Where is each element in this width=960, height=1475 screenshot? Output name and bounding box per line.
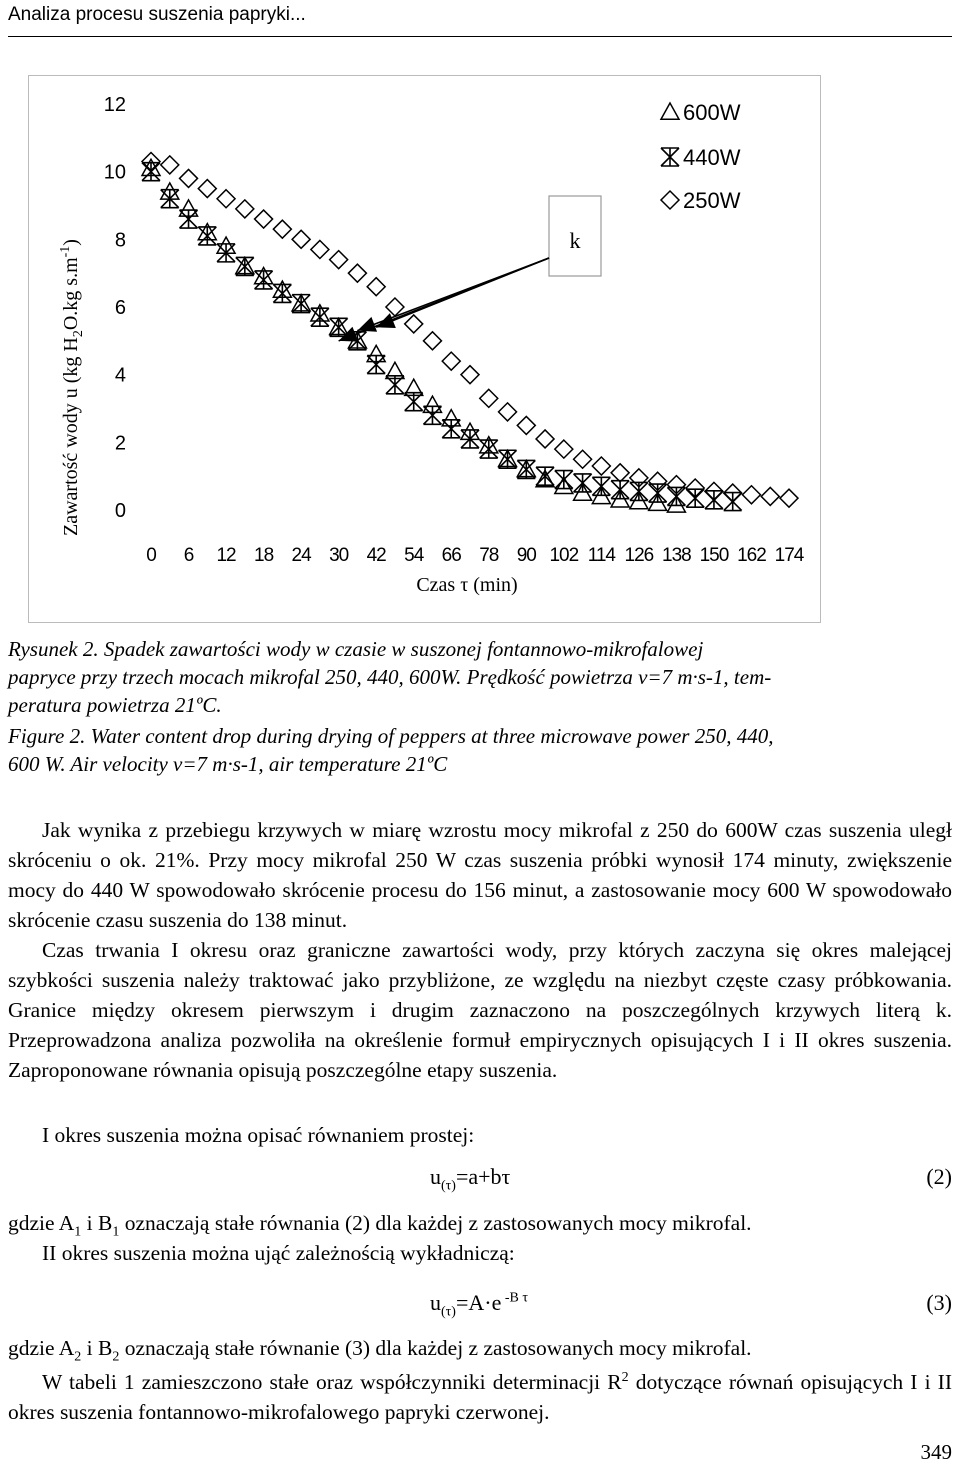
data-point-440W bbox=[649, 484, 667, 502]
equation-3-formula: $u_{(\tau)}=A\cdot e$ $^{-B \tau}$ bbox=[430, 1290, 528, 1320]
running-header bbox=[8, 0, 952, 37]
page-number: 349 bbox=[920, 1440, 952, 1464]
data-point-250W bbox=[461, 366, 479, 384]
data-point-250W bbox=[255, 210, 273, 228]
caption-pl-line: Rysunek 2. Spadek zawartości wody w czasie w suszonej fontannowo-mikrofalowej bbox=[8, 637, 704, 661]
data-point-440W bbox=[442, 420, 460, 438]
data-point-250W bbox=[480, 389, 498, 407]
data-point-440W bbox=[405, 393, 423, 411]
x-tick-label: 0 bbox=[146, 545, 156, 566]
data-point-250W bbox=[348, 264, 366, 282]
data-point-250W bbox=[574, 450, 592, 468]
k-arrow-head bbox=[357, 317, 377, 332]
data-point-250W bbox=[161, 156, 179, 174]
equation-3 bbox=[8, 1290, 952, 1322]
data-point-440W bbox=[686, 489, 704, 507]
data-point-440W bbox=[517, 460, 535, 478]
y-axis-label: Zawartość wody u (kg $H_2O.kg$ $s.m^{-1}$) bbox=[58, 239, 86, 536]
data-point-440W bbox=[630, 482, 648, 500]
legend-label: 440W bbox=[683, 145, 741, 170]
data-point-250W bbox=[367, 278, 385, 296]
x-tick-label: 90 bbox=[516, 545, 536, 566]
y-tick-label: 12 bbox=[103, 94, 126, 116]
data-point-250W bbox=[442, 352, 460, 370]
y-tick-label: 8 bbox=[114, 229, 126, 252]
data-point-440W bbox=[555, 471, 573, 489]
data-point-440W bbox=[611, 481, 629, 499]
y-tick-label: 10 bbox=[103, 161, 126, 184]
chart bbox=[29, 76, 820, 622]
data-point-440W bbox=[423, 406, 441, 424]
k-annotation-label: k bbox=[569, 228, 581, 253]
caption-en-line: 600 W. Air velocity v=7 m·s-1, air temperature 21ºC bbox=[8, 752, 448, 776]
data-point-250W bbox=[517, 416, 535, 434]
data-point-250W bbox=[592, 457, 610, 475]
x-tick-label: 138 bbox=[662, 545, 691, 566]
data-point-440W bbox=[667, 487, 685, 505]
equation-2-formula: $u_{(\tau)}=a+b\tau$ bbox=[430, 1164, 511, 1194]
data-point-440W bbox=[180, 210, 198, 228]
data-point-250W bbox=[180, 169, 198, 187]
k-arrow-line bbox=[376, 258, 549, 327]
data-point-250W bbox=[742, 486, 760, 504]
x-tick-label: 18 bbox=[254, 545, 274, 566]
caption-en-line: Figure 2. Water content drop during drying of peppers at three microwave power 250, 440, bbox=[8, 724, 774, 748]
caption-en bbox=[8, 722, 952, 778]
legend-marker-250W bbox=[661, 191, 679, 209]
data-point-440W bbox=[574, 474, 592, 492]
y-tick-label: 4 bbox=[114, 364, 126, 387]
x-tick-label: 66 bbox=[441, 545, 461, 566]
data-point-440W bbox=[236, 257, 254, 275]
x-tick-label: 24 bbox=[291, 545, 311, 566]
data-point-250W bbox=[217, 190, 235, 208]
x-tick-label: 126 bbox=[624, 545, 654, 566]
data-point-250W bbox=[311, 240, 329, 258]
x-tick-label: 162 bbox=[737, 545, 766, 566]
legend-label: 250W bbox=[683, 188, 741, 213]
data-point-250W bbox=[780, 489, 798, 507]
x-axis-label: Czas τ (min) bbox=[416, 574, 518, 596]
y-tick-label: 2 bbox=[114, 432, 126, 455]
x-tick-label: 30 bbox=[329, 545, 349, 566]
paragraph-1: Jak wynika z przebiegu krzywych w miarę wzrostu mocy mikrofal z 250 do 600W czas suszenia uległ skróceniu o ok. 21%. Przy mocy mikrofal 250 W czas suszenia próbki wynosił 174 minuty, zwiększenie mocy do 440 W spowodowało skrócenie procesu do 156 minut, a zastosowanie mocy 600 W spowodowało skrócenie czasu suszenia do 138 minut. bbox=[8, 818, 952, 932]
data-point-440W bbox=[330, 318, 348, 336]
x-tick-label: 174 bbox=[774, 545, 804, 566]
legend-marker-440W bbox=[661, 148, 679, 166]
data-point-440W bbox=[536, 467, 554, 485]
legend-marker-600W bbox=[661, 103, 679, 119]
data-point-250W bbox=[761, 487, 779, 505]
paragraph-5: II okres suszenia można ująć zależnością wykładniczą: bbox=[42, 1241, 515, 1265]
paragraph-3: I okres suszenia można opisać równaniem prostej: bbox=[42, 1123, 475, 1147]
data-point-440W bbox=[367, 356, 385, 374]
x-tick-label: 42 bbox=[366, 545, 386, 566]
equation-3-number: (3) bbox=[926, 1290, 952, 1315]
paragraph-2: Czas trwania I okresu oraz graniczne zawartości wody, przy których zaczyna się okres malejącej szybkości suszenia należy traktować jako przybliżone, ze względu na niezbyt częste czasy próbkowania. Granice między okresem pierwszym i drugim zaznaczono na poszczególnych krzywych literą k. Przeprowadzona analiza pozwoliła na określenie formuł empirycznych opisujących I i II okres suszenia. Zaproponowane równania opisują poszczególne etapy suszenia. bbox=[8, 938, 952, 1082]
data-point-440W bbox=[386, 376, 404, 394]
caption-pl bbox=[8, 635, 952, 719]
x-tick-label: 114 bbox=[587, 545, 616, 566]
paragraph-4: gdzie $A_1$ i $B_1$ oznaczają stałe równania (2) dla każdej z zastosowanych mocy mikrofal. bbox=[8, 1211, 752, 1240]
x-tick-label: 54 bbox=[404, 545, 424, 566]
paragraph-7: W tabeli 1 zamieszczono stałe oraz współczynniki determinacji $R^2$ dotyczące równań opisujących I i II okres suszenia fontannowo-mikrofalowego papryki czerwonej. bbox=[8, 1370, 953, 1425]
x-tick-label: 150 bbox=[699, 545, 729, 566]
data-point-440W bbox=[499, 450, 517, 468]
equation-2 bbox=[8, 1164, 952, 1196]
data-point-250W bbox=[330, 251, 348, 269]
data-point-250W bbox=[405, 315, 423, 333]
y-tick-label: 0 bbox=[114, 500, 126, 522]
data-point-250W bbox=[499, 403, 517, 421]
x-tick-label: 12 bbox=[216, 545, 236, 566]
data-point-440W bbox=[592, 477, 610, 495]
data-point-250W bbox=[536, 430, 554, 448]
x-tick-label: 6 bbox=[183, 545, 194, 566]
figure bbox=[28, 75, 821, 623]
y-tick-label: 6 bbox=[114, 297, 126, 319]
data-point-250W bbox=[198, 180, 216, 198]
x-tick-label: 102 bbox=[549, 545, 579, 566]
data-point-250W bbox=[273, 220, 291, 238]
legend-label: 600W bbox=[683, 100, 741, 125]
data-point-250W bbox=[236, 200, 254, 218]
data-point-440W bbox=[292, 295, 310, 313]
data-point-250W bbox=[611, 464, 629, 482]
data-point-250W bbox=[555, 440, 573, 458]
data-point-250W bbox=[423, 332, 441, 350]
running-header-title: Analiza procesu suszenia papryki... bbox=[8, 4, 306, 25]
paragraph-6: gdzie $A_2$ i $B_2$ oznaczają stałe równanie (3) dla każdej z zastosowanych mocy mikrofal. bbox=[8, 1336, 752, 1365]
data-point-250W bbox=[292, 230, 310, 248]
x-tick-label: 78 bbox=[479, 545, 499, 566]
caption-pl-line: papryce przy trzech mocach mikrofal 250, 440, 600W. Prędkość powietrza v=7 m·s-1, tem- bbox=[8, 665, 772, 689]
equation-2-number: (2) bbox=[926, 1164, 952, 1189]
caption-pl-line: peratura powietrza 21ºC. bbox=[8, 693, 222, 717]
